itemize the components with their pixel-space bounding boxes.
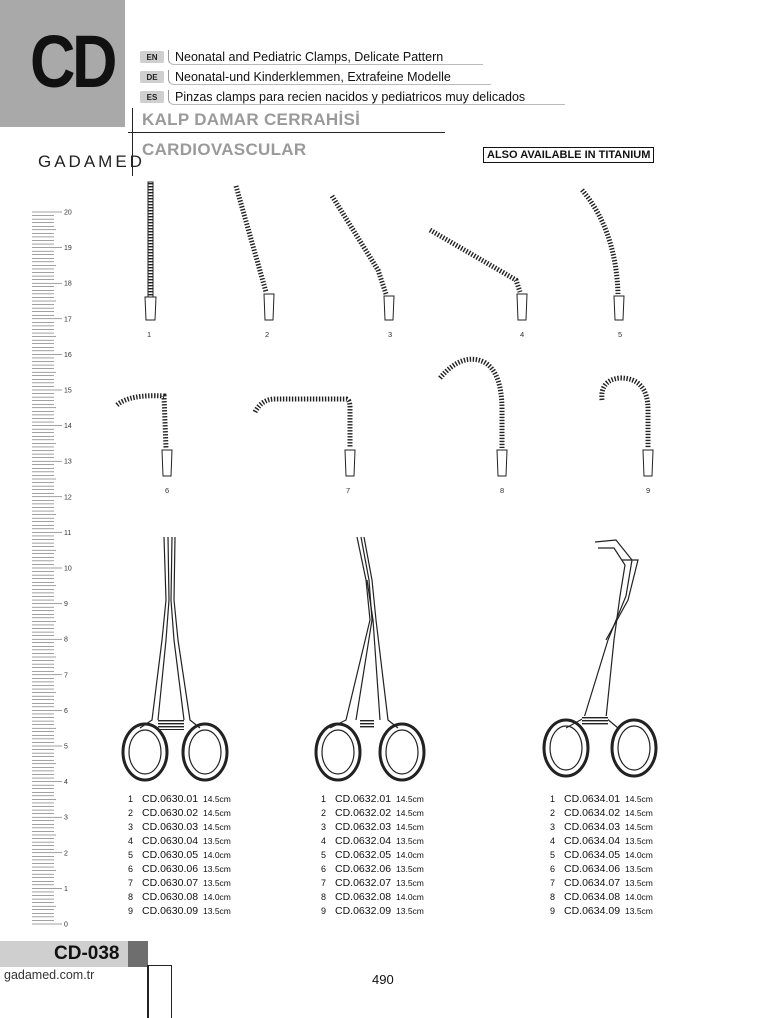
product-row [550,904,653,918]
brand-logo: GADAMED [38,152,145,171]
product-size: 13.5cm [625,906,653,916]
ruler-label: 10 [64,565,72,573]
product-code: CD.0630.04 [142,835,199,847]
product-size: 13.5cm [625,836,653,846]
product-size: 14.5cm [396,822,424,832]
product-index: 2 [321,808,327,818]
product-index: 4 [128,836,134,846]
product-code: CD.0630.09 [142,905,199,917]
product-index: 7 [128,878,134,888]
ruler-label: 19 [64,245,72,253]
product-index: 4 [550,836,556,846]
jaw-pattern-6 [117,396,172,476]
product-code: CD.0634.09 [564,905,621,917]
jaw-label-3: 3 [388,330,393,339]
product-row [550,862,653,876]
lang-code-de: DE [140,71,164,83]
page-title-tr: KALP DAMAR CERRAHİSİ [142,110,361,129]
product-row [321,820,424,834]
catalog-code: CD-038 [54,943,120,964]
product-row [550,876,653,890]
clamp-cd0634 [544,540,656,776]
product-row [321,890,424,904]
product-index: 9 [128,906,134,916]
lang-text-de: Neonatal-und Kinderklemmen, Extrafeine Modelle [168,70,491,85]
product-row [550,792,653,806]
product-code: CD.0632.02 [335,807,392,819]
lang-text-es: Pinzas clamps para recien nacidos y pediatricos muy delicados [168,90,565,105]
product-row [321,848,424,862]
product-code: CD.0634.06 [564,863,621,875]
product-index: 6 [550,864,556,874]
product-size: 13.5cm [203,864,231,874]
jaw-pattern-5 [582,190,624,320]
product-row [128,890,231,904]
product-code: CD.0632.04 [335,835,392,847]
product-code: CD.0630.06 [142,863,199,875]
product-index: 3 [550,822,556,832]
product-index: 8 [321,892,327,902]
product-index: 7 [550,878,556,888]
product-size: 14.5cm [203,822,231,832]
product-index: 3 [321,822,327,832]
ruler-label: 6 [64,707,68,715]
ruler-label: 2 [64,850,68,858]
product-index: 8 [128,892,134,902]
product-code: CD.0634.07 [564,877,621,889]
website-link[interactable]: gadamed.com.tr [4,968,95,982]
jaw-pattern-2 [236,186,274,320]
ruler-label: 15 [64,387,72,395]
ruler-label: 12 [64,494,72,502]
product-code: CD.0634.04 [564,835,621,847]
product-row [321,904,424,918]
product-size: 14.5cm [203,794,231,804]
ruler-label: 0 [64,921,68,929]
product-size: 13.5cm [203,836,231,846]
ruler-label: 3 [64,814,68,822]
ruler-label: 18 [64,280,72,288]
lang-code-es: ES [140,91,164,103]
product-code: CD.0632.08 [335,891,392,903]
lang-text-en: Neonatal and Pediatric Clamps, Delicate Pattern [168,50,483,65]
ruler-label: 1 [64,885,68,893]
product-row [321,806,424,820]
lang-code-en: EN [140,51,164,63]
product-size: 14.0cm [203,850,231,860]
jaw-label-4: 4 [520,330,525,339]
jaw-label-2: 2 [265,330,270,339]
jaw-pattern-8 [440,359,507,476]
product-row [321,862,424,876]
product-index: 3 [128,822,134,832]
product-size: 13.5cm [396,906,424,916]
product-size: 13.5cm [203,906,231,916]
product-index: 1 [128,794,134,804]
product-code: CD.0634.01 [564,793,621,805]
product-size: 13.5cm [625,878,653,888]
ruler-label: 11 [64,529,72,537]
product-index: 8 [550,892,556,902]
product-index: 2 [550,808,556,818]
product-size: 14.0cm [396,850,424,860]
product-index: 5 [128,850,134,860]
product-code: CD.0630.07 [142,877,199,889]
jaw-pattern-1 [145,182,156,320]
product-size: 13.5cm [203,878,231,888]
product-index: 7 [321,878,327,888]
ruler-label: 13 [64,458,72,466]
jaw-pattern-9 [602,378,653,476]
footer-dark-block [128,941,148,967]
product-list-cd0630 [128,792,231,918]
product-code: CD.0630.02 [142,807,199,819]
product-row [321,834,424,848]
product-row [550,848,653,862]
titanium-note: ALSO AVAILABLE IN TITANIUM [483,147,654,163]
product-size: 14.5cm [203,808,231,818]
ruler-label: 5 [64,743,68,751]
product-row [128,820,231,834]
product-row [128,904,231,918]
product-index: 9 [321,906,327,916]
product-row [550,806,653,820]
product-code: CD.0632.07 [335,877,392,889]
ruler-label: 20 [64,209,72,217]
product-size: 14.0cm [625,850,653,860]
product-code: CD.0632.05 [335,849,392,861]
product-size: 14.5cm [625,808,653,818]
product-size: 13.5cm [396,864,424,874]
product-code: CD.0632.03 [335,821,392,833]
product-index: 4 [321,836,327,846]
product-size: 13.5cm [625,864,653,874]
product-row [128,848,231,862]
product-size: 14.5cm [396,794,424,804]
product-index: 6 [321,864,327,874]
product-code: CD.0630.08 [142,891,199,903]
product-index: 5 [321,850,327,860]
product-row [128,862,231,876]
page-title-en: CARDIOVASCULAR [142,140,307,159]
product-code: CD.0634.08 [564,891,621,903]
product-size: 14.5cm [625,822,653,832]
ruler-label: 17 [64,316,72,324]
product-index: 9 [550,906,556,916]
product-code: CD.0634.03 [564,821,621,833]
product-size: 13.5cm [396,836,424,846]
jaw-label-6: 6 [165,486,170,495]
jaw-pattern-4 [430,230,527,320]
product-code: CD.0634.05 [564,849,621,861]
product-index: 2 [128,808,134,818]
product-row [550,834,653,848]
product-code: CD.0632.09 [335,905,392,917]
jaw-label-8: 8 [500,486,505,495]
section-code: CD [30,20,115,103]
ruler-label: 9 [64,601,68,609]
product-size: 14.0cm [625,892,653,902]
product-row [321,876,424,890]
jaw-label-1: 1 [147,330,152,339]
product-size: 14.5cm [625,794,653,804]
ruler-label: 4 [64,779,68,787]
ruler-label: 7 [64,672,68,680]
product-index: 1 [550,794,556,804]
product-row [550,890,653,904]
product-size: 13.5cm [396,878,424,888]
product-index: 5 [550,850,556,860]
product-row [321,792,424,806]
product-row [128,792,231,806]
jaw-label-5: 5 [618,330,623,339]
jaw-label-7: 7 [346,486,351,495]
product-row [550,820,653,834]
product-size: 14.5cm [396,808,424,818]
product-code: CD.0632.01 [335,793,392,805]
jaw-pattern-3 [332,196,394,320]
product-size: 14.0cm [396,892,424,902]
product-index: 6 [128,864,134,874]
product-index: 1 [321,794,327,804]
product-code: CD.0630.03 [142,821,199,833]
ruler-label: 8 [64,636,68,644]
product-code: CD.0634.02 [564,807,621,819]
product-list-cd0634 [550,792,653,918]
jaw-pattern-7 [255,399,355,476]
footer-frame-left [132,965,148,1018]
product-code: CD.0630.01 [142,793,199,805]
product-size: 14.0cm [203,892,231,902]
product-code: CD.0632.06 [335,863,392,875]
jaw-label-9: 9 [646,486,651,495]
product-row [128,834,231,848]
product-row [128,806,231,820]
product-list-cd0632 [321,792,424,918]
footer-frame-right [148,965,172,1018]
product-code: CD.0630.05 [142,849,199,861]
clamp-cd0632 [316,537,424,780]
product-row [128,876,231,890]
clamp-cd0630 [123,537,227,780]
page-number: 490 [372,972,394,987]
ruler-label: 16 [64,351,72,359]
ruler-label: 14 [64,423,72,431]
